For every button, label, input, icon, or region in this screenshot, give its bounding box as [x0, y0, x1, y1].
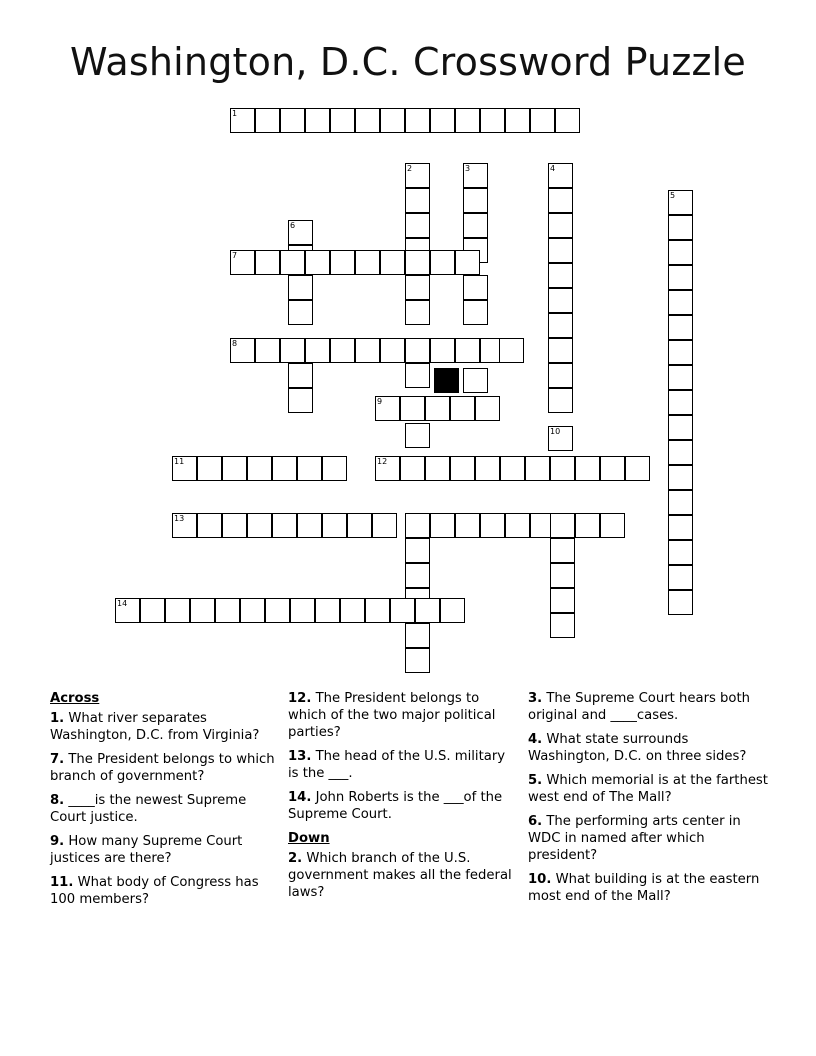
- clue-text: The Supreme Court hears both original and ____cases.: [528, 691, 751, 723]
- grid-cell[interactable]: [330, 338, 355, 363]
- grid-cell[interactable]: [668, 190, 693, 215]
- grid-cell[interactable]: [548, 338, 573, 363]
- grid-cell-number: 8: [232, 339, 238, 348]
- grid-cell[interactable]: [405, 563, 430, 588]
- grid-cell[interactable]: [668, 290, 693, 315]
- grid-cell[interactable]: [548, 263, 573, 288]
- grid-cell-blocked: [434, 368, 459, 393]
- clue-text: What building is at the eastern most end of the Mall?: [528, 872, 760, 904]
- grid-cell-number: 2: [407, 164, 413, 173]
- grid-cell[interactable]: [455, 338, 480, 363]
- crossword-grid: [0, 98, 816, 678]
- grid-cell[interactable]: [197, 456, 222, 481]
- grid-cell[interactable]: [463, 368, 488, 393]
- clue-across-9: [50, 833, 285, 867]
- grid-cell[interactable]: [255, 338, 280, 363]
- grid-cell[interactable]: [480, 108, 505, 133]
- grid-cell[interactable]: [197, 513, 222, 538]
- grid-cell[interactable]: [247, 456, 272, 481]
- grid-cell-number: 1: [232, 109, 238, 118]
- grid-cell[interactable]: [425, 396, 450, 421]
- grid-cell[interactable]: [499, 338, 524, 363]
- grid-cell-number: 10: [550, 427, 561, 436]
- grid-cell[interactable]: [165, 598, 190, 623]
- grid-cell[interactable]: [625, 456, 650, 481]
- grid-cell[interactable]: [365, 598, 390, 623]
- grid-cell-number: 5: [670, 191, 676, 200]
- grid-cell[interactable]: [140, 598, 165, 623]
- grid-cell[interactable]: [548, 188, 573, 213]
- grid-cell[interactable]: [415, 598, 440, 623]
- grid-cell-number: 6: [290, 221, 296, 230]
- clue-text: What state surrounds Washington, D.C. on three sides?: [528, 732, 747, 764]
- grid-cell[interactable]: [375, 396, 400, 421]
- grid-cell[interactable]: [668, 565, 693, 590]
- clue-text: ____is the newest Supreme Court justice.: [50, 793, 247, 825]
- grid-cell[interactable]: [548, 238, 573, 263]
- grid-cell[interactable]: [380, 108, 405, 133]
- grid-cell[interactable]: [330, 108, 355, 133]
- clue-text: The head of the U.S. military is the ___.: [288, 749, 506, 781]
- grid-cell[interactable]: [668, 590, 693, 615]
- grid-cell[interactable]: [400, 456, 425, 481]
- clue-down-4: [528, 731, 773, 765]
- clue-text: How many Supreme Court justices are there?: [50, 834, 243, 866]
- grid-cell[interactable]: [222, 456, 247, 481]
- clue-number: 9.: [50, 834, 65, 849]
- grid-cell[interactable]: [272, 513, 297, 538]
- clue-number: 12.: [288, 691, 312, 706]
- grid-cell[interactable]: [247, 513, 272, 538]
- grid-cell[interactable]: [305, 250, 330, 275]
- grid-cell[interactable]: [230, 108, 255, 133]
- grid-cell[interactable]: [405, 250, 430, 275]
- grid-cell[interactable]: [405, 538, 430, 563]
- clue-text: Which branch of the U.S. government makes all the federal laws?: [288, 851, 512, 900]
- clue-number: 5.: [528, 773, 543, 788]
- grid-cell-number: 7: [232, 251, 238, 260]
- grid-cell[interactable]: [668, 490, 693, 515]
- grid-cell[interactable]: [280, 338, 305, 363]
- grid-cell[interactable]: [668, 465, 693, 490]
- grid-cell[interactable]: [315, 598, 340, 623]
- grid-cell[interactable]: [380, 250, 405, 275]
- clue-number: 7.: [50, 752, 65, 767]
- clue-text: What body of Congress has 100 members?: [50, 875, 259, 907]
- grid-cell[interactable]: [380, 338, 405, 363]
- grid-cell[interactable]: [172, 513, 197, 538]
- grid-cell[interactable]: [505, 108, 530, 133]
- grid-cell[interactable]: [425, 456, 450, 481]
- clue-text: The performing arts center in WDC in named after which president?: [528, 814, 741, 863]
- grid-cell[interactable]: [355, 108, 380, 133]
- grid-cell[interactable]: [550, 538, 575, 563]
- clue-across-8: [50, 792, 285, 826]
- grid-cell[interactable]: [575, 456, 600, 481]
- page-title: Washington, D.C. Crossword Puzzle: [70, 40, 746, 84]
- grid-cell[interactable]: [548, 363, 573, 388]
- grid-cell[interactable]: [430, 108, 455, 133]
- grid-cell[interactable]: [240, 598, 265, 623]
- grid-cell[interactable]: [340, 598, 365, 623]
- grid-cell[interactable]: [288, 300, 313, 325]
- grid-cell-number: 14: [117, 599, 128, 608]
- grid-cell[interactable]: [668, 440, 693, 465]
- grid-cell[interactable]: [290, 598, 315, 623]
- clue-down-10: [528, 871, 773, 905]
- grid-cell[interactable]: [548, 426, 573, 451]
- clue-text: Which memorial is at the farthest west end of The Mall?: [528, 773, 768, 805]
- grid-cell[interactable]: [405, 275, 430, 300]
- grid-cell[interactable]: [405, 163, 430, 188]
- grid-cell[interactable]: [400, 396, 425, 421]
- clue-number: 8.: [50, 793, 65, 808]
- grid-cell[interactable]: [463, 275, 488, 300]
- grid-cell[interactable]: [475, 456, 500, 481]
- grid-cell[interactable]: [288, 388, 313, 413]
- grid-cell[interactable]: [463, 300, 488, 325]
- grid-cell[interactable]: [668, 315, 693, 340]
- clue-text: What river separates Washington, D.C. from Virginia?: [50, 711, 260, 743]
- grid-cell[interactable]: [330, 250, 355, 275]
- clue-across-12: [288, 690, 518, 741]
- grid-cell-number: 9: [377, 397, 383, 406]
- grid-cell[interactable]: [288, 220, 313, 245]
- grid-cell[interactable]: [668, 415, 693, 440]
- clue-across-1: [50, 710, 285, 744]
- clue-number: 10.: [528, 872, 552, 887]
- grid-cell[interactable]: [550, 613, 575, 638]
- grid-cell[interactable]: [575, 513, 600, 538]
- grid-cell[interactable]: [230, 250, 255, 275]
- grid-cell[interactable]: [548, 288, 573, 313]
- clue-number: 3.: [528, 691, 543, 706]
- grid-cell[interactable]: [372, 513, 397, 538]
- grid-cell[interactable]: [265, 598, 290, 623]
- grid-cell[interactable]: [548, 313, 573, 338]
- clues-column-1: [50, 690, 285, 915]
- grid-cell[interactable]: [530, 108, 555, 133]
- grid-cell[interactable]: [430, 250, 455, 275]
- grid-cell[interactable]: [668, 365, 693, 390]
- grid-cell[interactable]: [668, 240, 693, 265]
- clue-across-13: [288, 748, 518, 782]
- grid-cell[interactable]: [405, 338, 430, 363]
- clue-number: 1.: [50, 711, 65, 726]
- grid-cell[interactable]: [480, 513, 505, 538]
- down-heading: Down: [288, 831, 330, 846]
- grid-cell[interactable]: [172, 456, 197, 481]
- grid-cell-number: 3: [465, 164, 471, 173]
- grid-cell[interactable]: [455, 108, 480, 133]
- grid-cell[interactable]: [375, 456, 400, 481]
- grid-cell[interactable]: [280, 250, 305, 275]
- grid-cell[interactable]: [463, 213, 488, 238]
- clue-number: 2.: [288, 851, 303, 866]
- grid-cell[interactable]: [668, 390, 693, 415]
- grid-cell[interactable]: [668, 515, 693, 540]
- grid-cell[interactable]: [405, 108, 430, 133]
- clue-number: 6.: [528, 814, 543, 829]
- grid-cell[interactable]: [255, 108, 280, 133]
- grid-cell[interactable]: [355, 338, 380, 363]
- clue-down-5: [528, 772, 773, 806]
- clue-number: 4.: [528, 732, 543, 747]
- grid-cell[interactable]: [297, 456, 322, 481]
- grid-cell[interactable]: [405, 623, 430, 648]
- grid-cell[interactable]: [322, 456, 347, 481]
- grid-cell-number: 4: [550, 164, 556, 173]
- grid-cell[interactable]: [550, 456, 575, 481]
- grid-cell[interactable]: [305, 338, 330, 363]
- grid-cell[interactable]: [548, 163, 573, 188]
- grid-cell[interactable]: [668, 265, 693, 290]
- grid-cell[interactable]: [463, 188, 488, 213]
- grid-cell[interactable]: [405, 423, 430, 448]
- clue-number: 13.: [288, 749, 312, 764]
- grid-cell[interactable]: [450, 456, 475, 481]
- grid-cell[interactable]: [230, 338, 255, 363]
- clue-across-14: [288, 789, 518, 823]
- grid-cell[interactable]: [405, 513, 430, 538]
- grid-cell[interactable]: [440, 598, 465, 623]
- grid-cell[interactable]: [548, 213, 573, 238]
- grid-cell[interactable]: [305, 108, 330, 133]
- clue-down-2: [288, 850, 518, 901]
- grid-cell[interactable]: [390, 598, 415, 623]
- grid-cell[interactable]: [288, 363, 313, 388]
- grid-cell[interactable]: [668, 540, 693, 565]
- clue-text: John Roberts is the ___of the Supreme Court.: [288, 790, 503, 822]
- grid-cell[interactable]: [355, 250, 380, 275]
- grid-cell-number: 13: [174, 514, 185, 523]
- grid-cell[interactable]: [272, 456, 297, 481]
- grid-cell[interactable]: [500, 456, 525, 481]
- grid-cell[interactable]: [405, 648, 430, 673]
- grid-cell[interactable]: [555, 108, 580, 133]
- clue-down-6: [528, 813, 773, 864]
- clues-column-2: [288, 690, 518, 908]
- grid-cell[interactable]: [548, 388, 573, 413]
- across-heading: Across: [50, 691, 100, 706]
- grid-cell[interactable]: [115, 598, 140, 623]
- grid-cell[interactable]: [600, 513, 625, 538]
- grid-cell[interactable]: [455, 250, 480, 275]
- grid-cell[interactable]: [215, 598, 240, 623]
- grid-cell[interactable]: [450, 396, 475, 421]
- grid-cell[interactable]: [347, 513, 372, 538]
- grid-cell[interactable]: [505, 513, 530, 538]
- grid-cell-number: 12: [377, 457, 388, 466]
- grid-cell[interactable]: [405, 300, 430, 325]
- grid-cell[interactable]: [430, 338, 455, 363]
- grid-cell[interactable]: [600, 456, 625, 481]
- clue-number: 14.: [288, 790, 312, 805]
- grid-cell[interactable]: [190, 598, 215, 623]
- grid-cell[interactable]: [550, 513, 575, 538]
- grid-cell[interactable]: [255, 250, 280, 275]
- grid-cell[interactable]: [668, 340, 693, 365]
- grid-cell-number: 11: [174, 457, 185, 466]
- grid-cell[interactable]: [550, 563, 575, 588]
- clue-number: 11.: [50, 875, 74, 890]
- grid-cell[interactable]: [288, 275, 313, 300]
- grid-cell[interactable]: [280, 108, 305, 133]
- grid-cell[interactable]: [668, 215, 693, 240]
- grid-cell[interactable]: [475, 396, 500, 421]
- grid-cell[interactable]: [525, 456, 550, 481]
- grid-cell[interactable]: [405, 363, 430, 388]
- clue-text: The President belongs to which of the two major political parties?: [288, 691, 496, 740]
- clue-across-11: [50, 874, 285, 908]
- grid-cell[interactable]: [463, 163, 488, 188]
- grid-cell[interactable]: [322, 513, 347, 538]
- clue-down-3: [528, 690, 773, 724]
- clue-across-7: [50, 751, 285, 785]
- grid-cell[interactable]: [550, 588, 575, 613]
- grid-cell[interactable]: [297, 513, 322, 538]
- grid-cell[interactable]: [405, 188, 430, 213]
- grid-cell[interactable]: [455, 513, 480, 538]
- grid-cell[interactable]: [222, 513, 247, 538]
- clue-text: The President belongs to which branch of government?: [50, 752, 275, 784]
- clues-column-3: [528, 690, 773, 912]
- grid-cell[interactable]: [405, 213, 430, 238]
- clues-section: [0, 690, 816, 990]
- grid-cell[interactable]: [430, 513, 455, 538]
